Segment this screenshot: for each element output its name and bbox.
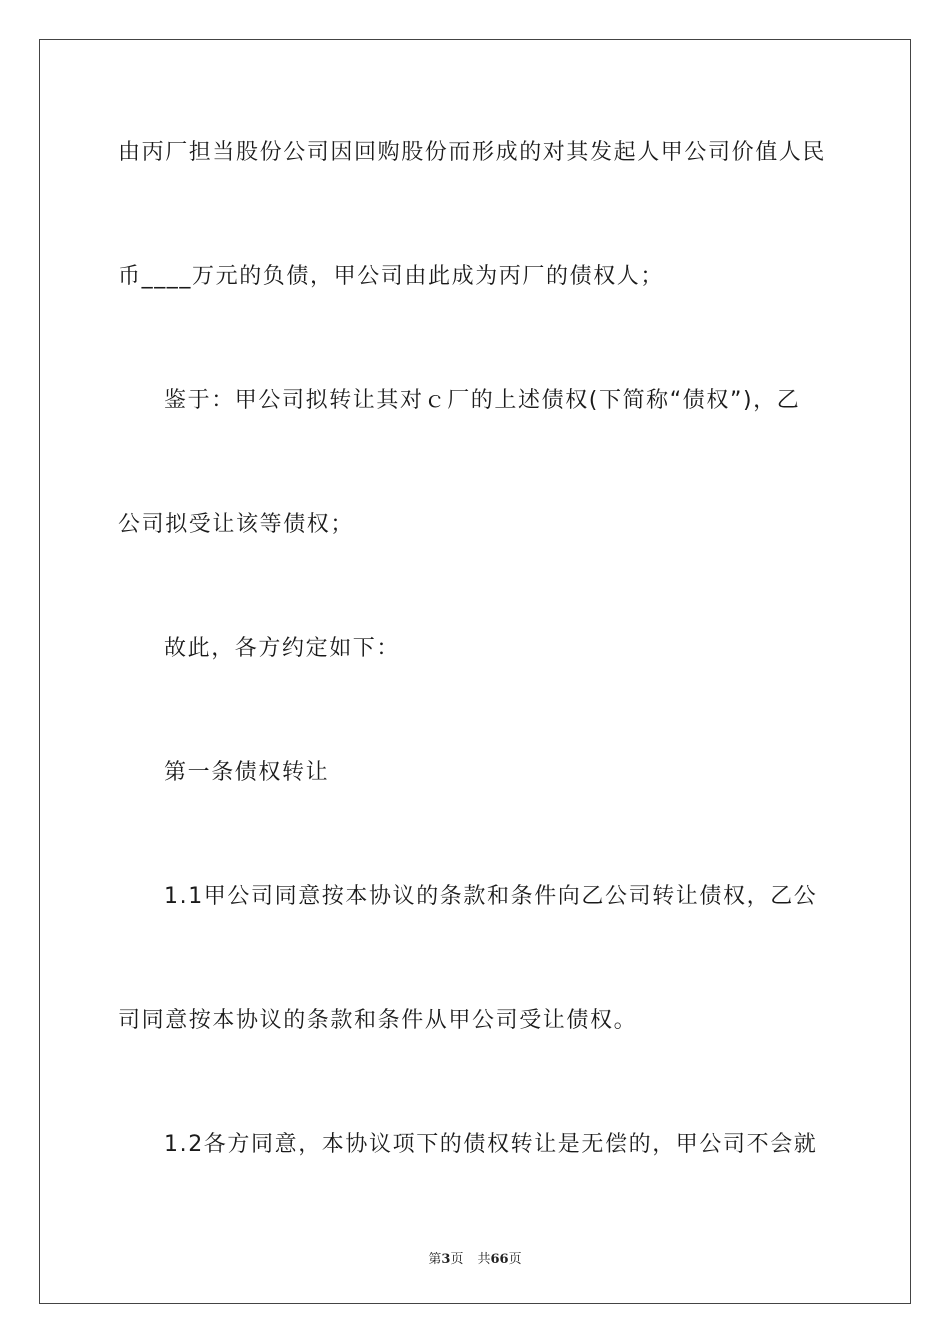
paragraph-line-2: 币____万元的负债，甲公司由此成为丙厂的债权人； xyxy=(118,264,665,289)
clause-1-1-line-1: 1.1甲公司同意按本协议的条款和条件向乙公司转让债权，乙公 xyxy=(164,884,818,909)
footer-page-number: 3 xyxy=(441,1252,451,1267)
paragraph-line-5: 故此，各方约定如下： xyxy=(164,636,401,661)
paragraph-line-4: 公司拟受让该等债权； xyxy=(118,512,355,537)
clause-1-1-line-2: 司同意按本协议的条款和条件从甲公司受让债权。 xyxy=(118,1008,638,1033)
paragraph-line-1: 由丙厂担当股份公司因回购股份而形成的对其发起人甲公司价值人民 xyxy=(118,140,827,165)
page-border xyxy=(39,39,911,1304)
paragraph-line-3: 鉴于：甲公司拟转让其对ｃ厂的上述债权(下简称“债权”)，乙 xyxy=(164,388,801,413)
footer-total-suffix: 页 xyxy=(508,1252,522,1267)
footer-total-pages: 66 xyxy=(490,1252,509,1267)
clause-1-2-line-1: 1.2各方同意，本协议项下的债权转让是无偿的，甲公司不会就 xyxy=(164,1132,818,1157)
page-footer xyxy=(0,1248,950,1267)
footer-page-suffix: 页 xyxy=(450,1252,464,1267)
footer-page-prefix: 第 xyxy=(428,1252,442,1267)
footer-total-prefix: 共 xyxy=(477,1252,491,1267)
article-heading: 第一条债权转让 xyxy=(164,760,330,785)
